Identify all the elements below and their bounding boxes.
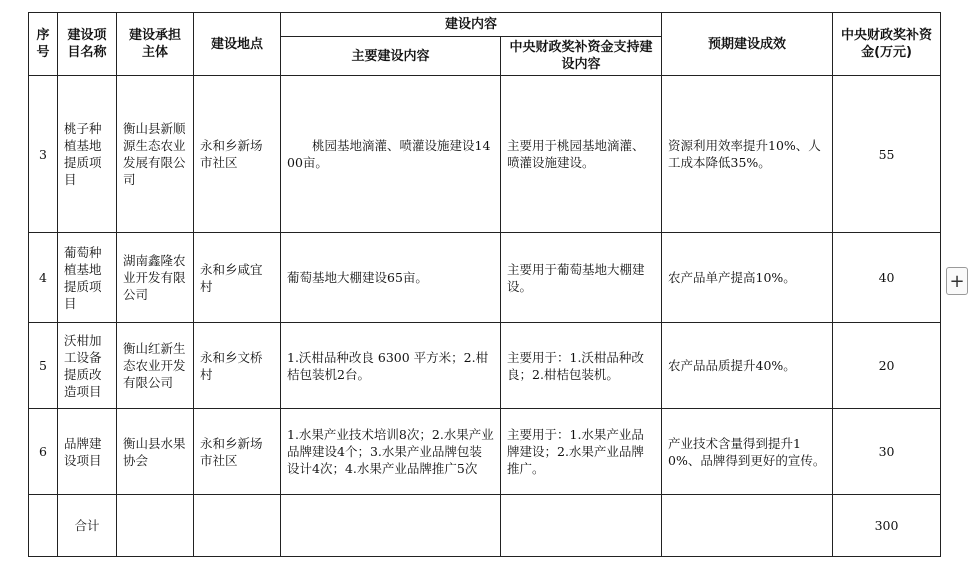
cell-location: 永和乡咸宜村 [194,233,281,323]
cell-main-content: 1.沃柑品种改良 6300 平方米；2.柑桔包装机2台。 [281,323,501,409]
cell-undertaker: 衡山红新生态农业开发有限公司 [117,323,194,409]
cell-expected-results: 资源利用效率提升10%、人工成本降低35%。 [662,76,833,233]
cell-location: 永和乡新场市社区 [194,409,281,495]
cell-seq: 6 [29,409,58,495]
cell-seq: 4 [29,233,58,323]
cell-central-fund-content: 主要用于葡萄基地大棚建设。 [501,233,662,323]
cell-undertaker: 衡山县新顺源生态农业发展有限公司 [117,76,194,233]
plus-icon: + [949,270,965,292]
cell-project-name: 桃子种植基地提质项目 [58,76,117,233]
total-label: 合计 [58,495,117,557]
cell-central-fund-content: 主要用于：1.沃柑品种改良；2.柑桔包装机。 [501,323,662,409]
project-table [28,12,941,557]
cell-seq: 5 [29,323,58,409]
cell-empty [501,495,662,557]
table-row [29,76,941,233]
cell-undertaker: 衡山县水果协会 [117,409,194,495]
cell-amount: 40 [833,233,941,323]
cell-seq: 3 [29,76,58,233]
table-row [29,409,941,495]
cell-central-fund-content: 主要用于：1.水果产业品牌建设；2.水果产业品牌推广。 [501,409,662,495]
header-project-name: 建设项目名称 [58,13,117,76]
cell-project-name: 沃柑加工设备提质改造项目 [58,323,117,409]
cell-amount: 20 [833,323,941,409]
header-seq: 序号 [29,13,58,76]
cell-empty [194,495,281,557]
cell-expected-results: 农产品品质提升40%。 [662,323,833,409]
table-row-total [29,495,941,557]
add-row-button[interactable] [946,267,968,295]
cell-empty [662,495,833,557]
header-central-fund-amount: 中央财政奖补资金(万元) [833,13,941,76]
cell-empty [117,495,194,557]
cell-amount: 30 [833,409,941,495]
cell-empty [281,495,501,557]
cell-main-content: 1.水果产业技术培训8次；2.水果产业品牌建设4个；3.水果产业品牌包装设计4次；4.水果产业品牌推广5次 [281,409,501,495]
cell-expected-results: 农产品单产提高10%。 [662,233,833,323]
total-amount: 300 [833,495,941,557]
cell-location: 永和乡文桥村 [194,323,281,409]
cell-project-name: 品牌建设项目 [58,409,117,495]
header-undertaker: 建设承担主体 [117,13,194,76]
cell-amount: 55 [833,76,941,233]
header-content-group: 建设内容 [281,13,662,37]
cell-central-fund-content: 主要用于桃园基地滴灌、喷灌设施建设。 [501,76,662,233]
cell-main-content: 桃园基地滴灌、喷灌设施建设1400亩。 [281,76,501,233]
header-expected-results: 预期建设成效 [662,13,833,76]
table-row [29,323,941,409]
header-central-fund-content: 中央财政奖补资金支持建设内容 [501,37,662,76]
cell-empty [29,495,58,557]
cell-undertaker: 湖南鑫隆农业开发有限公司 [117,233,194,323]
cell-project-name: 葡萄种植基地提质项目 [58,233,117,323]
cell-expected-results: 产业技术含量得到提升10%、品牌得到更好的宣传。 [662,409,833,495]
cell-location: 永和乡新场市社区 [194,76,281,233]
header-location: 建设地点 [194,13,281,76]
table-row [29,233,941,323]
header-main-content: 主要建设内容 [281,37,501,76]
cell-main-content: 葡萄基地大棚建设65亩。 [281,233,501,323]
